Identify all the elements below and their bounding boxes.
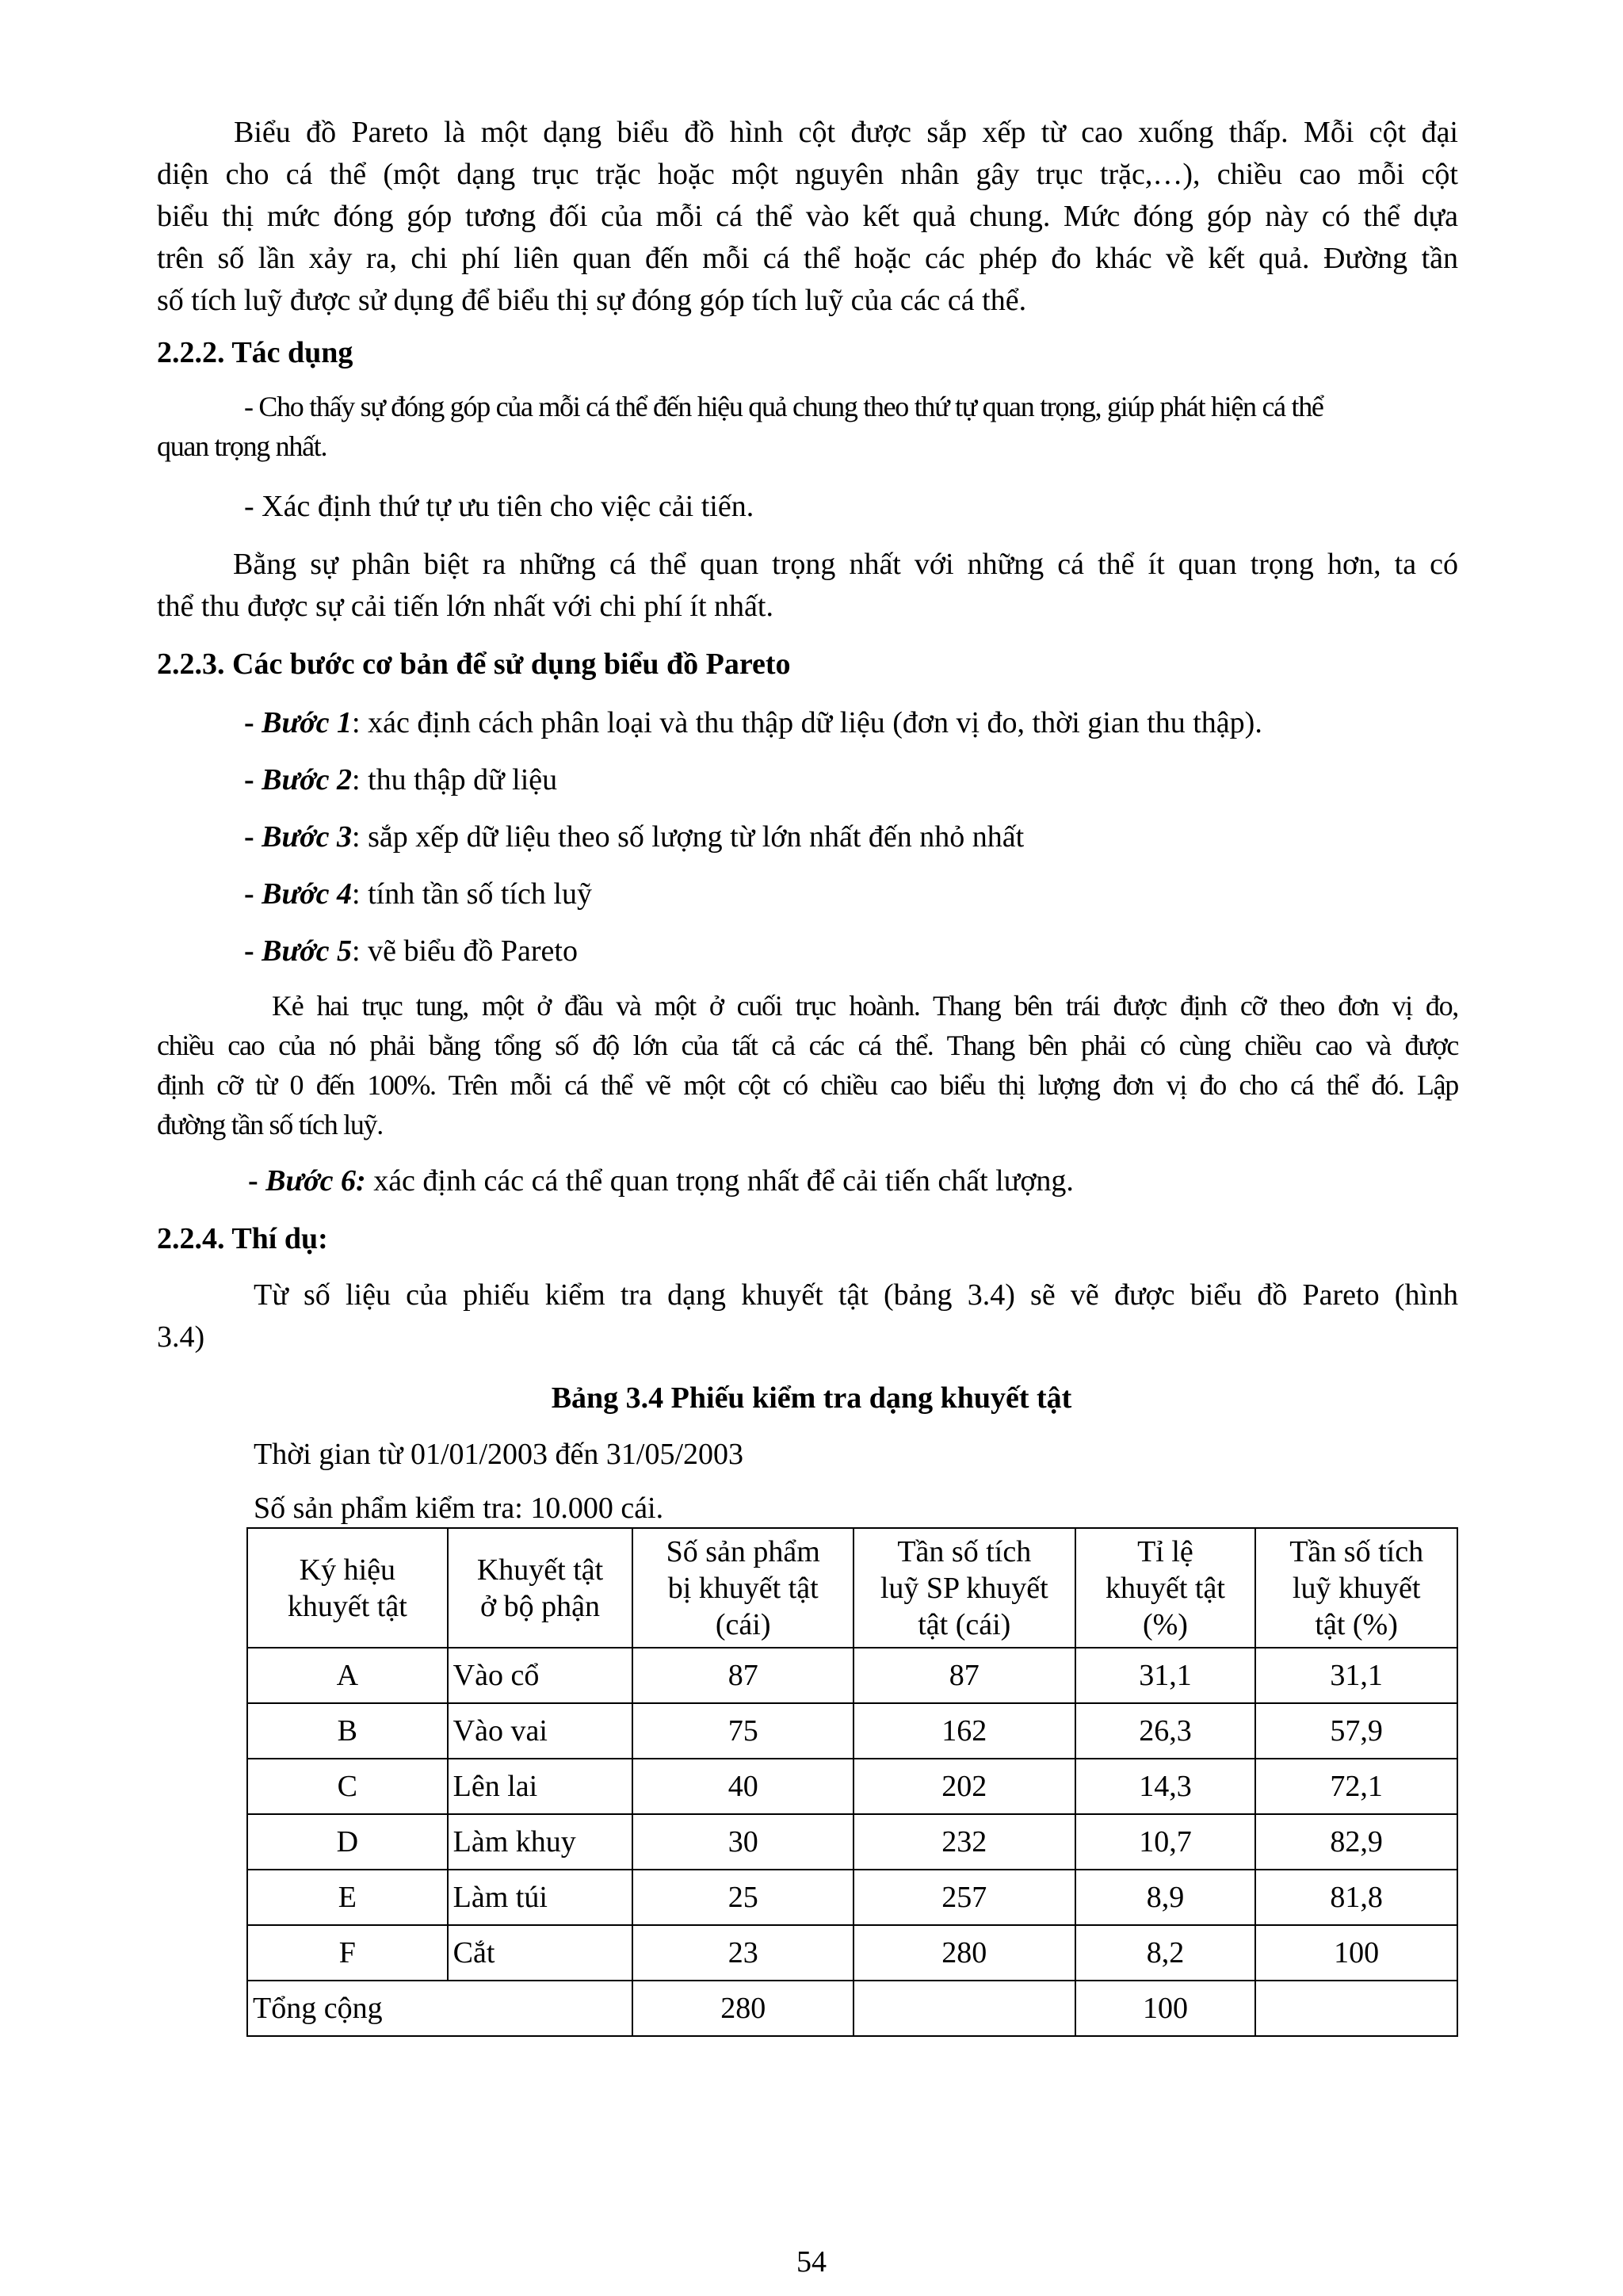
header-cumulative-rate-line-1: Tần số tích — [1289, 1534, 1424, 1568]
step-3-dash: - — [244, 820, 262, 854]
step-2-text: : thu thập dữ liệu — [352, 763, 558, 797]
header-defect-code-line-1: Ký hiệu — [299, 1553, 396, 1587]
header-defect-count-line-1: Số sản phẩm — [666, 1534, 820, 1568]
cell-part: Làm khuy — [448, 1814, 633, 1870]
cell-count: 75 — [632, 1703, 854, 1759]
table-row — [247, 1759, 1457, 1814]
cell-rate: 8,2 — [1075, 1925, 1256, 1981]
cell-rate: 8,9 — [1075, 1870, 1256, 1925]
step-3-label: Bước 3 — [262, 820, 353, 854]
total-cumulative-count — [854, 1981, 1075, 2036]
step-6-label: Bước 6: — [265, 1164, 366, 1198]
step-2-label: Bước 2 — [262, 763, 353, 797]
example-line-2: 3.4) — [157, 1320, 205, 1354]
step-6 — [248, 1160, 1074, 1202]
cell-cumulative-rate: 31,1 — [1255, 1648, 1457, 1703]
header-defect-count — [632, 1528, 854, 1648]
step-5-text: : vẽ biểu đồ Pareto — [352, 934, 578, 968]
heading-2-2-3: 2.2.3. Các bước cơ bản để sử dụng biểu đồ Pareto — [157, 648, 791, 681]
total-cumulative-rate — [1255, 1981, 1457, 2036]
step-5-label: Bước 5 — [262, 934, 353, 968]
cell-rate: 14,3 — [1075, 1759, 1256, 1814]
intro-line-2: diện cho cá thể (một dạng trục trặc hoặc một nguyên nhân gây trục trặc,…), chiều cao mỗi cột — [157, 158, 1458, 191]
total-count: 280 — [632, 1981, 854, 2036]
heading-2-2-4: 2.2.4. Thí dụ: — [157, 1222, 328, 1255]
header-defect-rate-line-2: khuyết tật — [1105, 1571, 1225, 1605]
intro-line-1: Biểu đồ Pareto là một dạng biểu đồ hình cột được sắp xếp từ cao xuống thấp. Mỗi cột đại — [234, 116, 1458, 149]
effect-paragraph-line-2: thể thu được sự cải tiến lớn nhất với chi phí ít nhất. — [157, 590, 773, 623]
header-defect-rate — [1075, 1528, 1256, 1648]
cell-part: Vào vai — [448, 1703, 633, 1759]
defect-check-table — [246, 1527, 1458, 2037]
header-cumulative-rate — [1255, 1528, 1457, 1648]
cell-part: Cắt — [448, 1925, 633, 1981]
cell-count: 87 — [632, 1648, 854, 1703]
step-5-detail — [157, 986, 1458, 1144]
cell-cumulative-count: 162 — [854, 1703, 1075, 1759]
effect-paragraph-line-1: Bằng sự phân biệt ra những cá thể quan trọng nhất với những cá thể ít quan trọng hơn, ta có — [233, 548, 1458, 581]
step-5-detail-line-1: Kẻ hai trục tung, một ở đầu và một ở cuối trục hoành. Thang bên trái được định cỡ theo đơn vị đo, — [272, 990, 1458, 1022]
header-cumulative-count — [854, 1528, 1075, 1648]
table-header-row — [247, 1528, 1457, 1648]
effect-item-1 — [157, 387, 1458, 466]
table-period: Thời gian từ 01/01/2003 đến 31/05/2003 — [254, 1438, 744, 1471]
step-2 — [244, 759, 557, 801]
header-defect-code — [247, 1528, 448, 1648]
step-4-dash: - — [244, 877, 262, 911]
total-label: Tổng cộng — [247, 1981, 632, 2036]
example-paragraph — [157, 1274, 1458, 1358]
cell-code: C — [247, 1759, 448, 1814]
effect-item-2: - Xác định thứ tự ưu tiên cho việc cải tiến. — [244, 490, 754, 523]
header-defect-code-line-2: khuyết tật — [287, 1589, 407, 1623]
cell-rate: 10,7 — [1075, 1814, 1256, 1870]
cell-code: B — [247, 1703, 448, 1759]
step-1-text: : xác định cách phân loại và thu thập dữ liệu (đơn vị đo, thời gian thu thập). — [352, 706, 1262, 739]
header-defect-rate-line-1: Tỉ lệ — [1137, 1534, 1193, 1568]
step-5 — [244, 930, 578, 972]
cell-cumulative-count: 257 — [854, 1870, 1075, 1925]
cell-code: A — [247, 1648, 448, 1703]
cell-code: E — [247, 1870, 448, 1925]
header-cumulative-count-line-3: tật (cái) — [918, 1607, 1011, 1641]
step-3 — [244, 816, 1024, 858]
cell-cumulative-rate: 81,8 — [1255, 1870, 1457, 1925]
step-6-dash: - — [248, 1164, 266, 1198]
step-2-dash: - — [244, 763, 262, 797]
step-4 — [244, 873, 592, 915]
step-5-detail-line-3: định cỡ từ 0 đến 100%. Trên mỗi cá thể vẽ một cột có chiều cao biểu thị lượng đơn vị đo cho cá thể đó. Lập — [157, 1069, 1458, 1101]
step-4-text: : tính tần số tích luỹ — [352, 877, 592, 911]
intro-line-4: trên số lần xảy ra, chi phí liên quan đến mỗi cá thể hoặc các phép đo khác về kết quả. Đường tần — [157, 242, 1458, 275]
header-defect-part — [448, 1528, 633, 1648]
cell-count: 25 — [632, 1870, 854, 1925]
table-row — [247, 1925, 1457, 1981]
header-defect-count-line-2: bị khuyết tật — [667, 1571, 819, 1605]
table-row — [247, 1703, 1457, 1759]
cell-cumulative-count: 202 — [854, 1759, 1075, 1814]
step-1-dash: - — [244, 706, 262, 739]
cell-count: 40 — [632, 1759, 854, 1814]
table-row — [247, 1814, 1457, 1870]
header-defect-count-line-3: (cái) — [715, 1607, 771, 1641]
intro-line-5: số tích luỹ được sử dụng để biểu thị sự đóng góp tích luỹ của các cá thể. — [157, 284, 1027, 317]
cell-part: Lên lai — [448, 1759, 633, 1814]
header-cumulative-rate-line-2: luỹ khuyết — [1292, 1571, 1421, 1605]
cell-cumulative-count: 87 — [854, 1648, 1075, 1703]
header-defect-part-line-2: ở bộ phận — [480, 1589, 600, 1623]
cell-code: F — [247, 1925, 448, 1981]
header-defect-part-line-1: Khuyết tật — [476, 1553, 604, 1587]
page-number: 54 — [796, 2245, 827, 2279]
cell-cumulative-rate: 72,1 — [1255, 1759, 1457, 1814]
header-cumulative-count-line-2: luỹ SP khuyết — [880, 1571, 1048, 1605]
cell-part: Làm túi — [448, 1870, 633, 1925]
step-5-detail-line-4: đường tần số tích luỹ. — [157, 1109, 383, 1140]
step-6-text: xác định các cá thể quan trọng nhất để cải tiến chất lượng. — [365, 1164, 1074, 1198]
cell-count: 30 — [632, 1814, 854, 1870]
step-5-detail-line-2: chiều cao của nó phải bằng tổng số độ lớn của tất cả các cá thể. Thang bên phải có cùng chiều cao và được — [157, 1030, 1458, 1061]
example-line-1: Từ số liệu của phiếu kiểm tra dạng khuyết tật (bảng 3.4) sẽ vẽ được biểu đồ Pareto (hình — [254, 1278, 1458, 1312]
step-4-label: Bước 4 — [262, 877, 353, 911]
cell-cumulative-rate: 100 — [1255, 1925, 1457, 1981]
step-5-dash: - — [244, 934, 262, 968]
step-1 — [244, 702, 1262, 744]
header-cumulative-count-line-1: Tần số tích — [897, 1534, 1032, 1568]
effect-paragraph — [157, 544, 1458, 628]
cell-part: Vào cổ — [448, 1648, 633, 1703]
header-cumulative-rate-line-3: tật (%) — [1315, 1607, 1398, 1641]
table-caption: Bảng 3.4 Phiếu kiểm tra dạng khuyết tật — [551, 1381, 1072, 1415]
intro-line-3: biểu thị mức đóng góp tương đối của mỗi cá thể vào kết quả chung. Mức đóng góp này có thể dựa — [157, 200, 1458, 233]
step-3-text: : sắp xếp dữ liệu theo số lượng từ lớn nhất đến nhỏ nhất — [352, 820, 1025, 854]
cell-cumulative-rate: 57,9 — [1255, 1703, 1457, 1759]
cell-rate: 31,1 — [1075, 1648, 1256, 1703]
heading-2-2-2: 2.2.2. Tác dụng — [157, 336, 353, 369]
cell-cumulative-count: 280 — [854, 1925, 1075, 1981]
table-row — [247, 1648, 1457, 1703]
table-row — [247, 1870, 1457, 1925]
step-1-label: Bước 1 — [262, 706, 353, 739]
table-total-row — [247, 1981, 1457, 2036]
cell-count: 23 — [632, 1925, 854, 1981]
effect-item-1-line-1: - Cho thấy sự đóng góp của mỗi cá thể đến hiệu quả chung theo thứ tự quan trọng, giúp phát hiện cá thể — [244, 391, 1323, 422]
intro-paragraph — [157, 112, 1458, 322]
table-sample-size: Số sản phẩm kiểm tra: 10.000 cái. — [254, 1492, 664, 1525]
header-defect-rate-line-3: (%) — [1142, 1607, 1188, 1641]
cell-cumulative-count: 232 — [854, 1814, 1075, 1870]
total-rate: 100 — [1075, 1981, 1256, 2036]
cell-rate: 26,3 — [1075, 1703, 1256, 1759]
cell-cumulative-rate: 82,9 — [1255, 1814, 1457, 1870]
cell-code: D — [247, 1814, 448, 1870]
effect-item-1-line-2: quan trọng nhất. — [157, 430, 327, 462]
